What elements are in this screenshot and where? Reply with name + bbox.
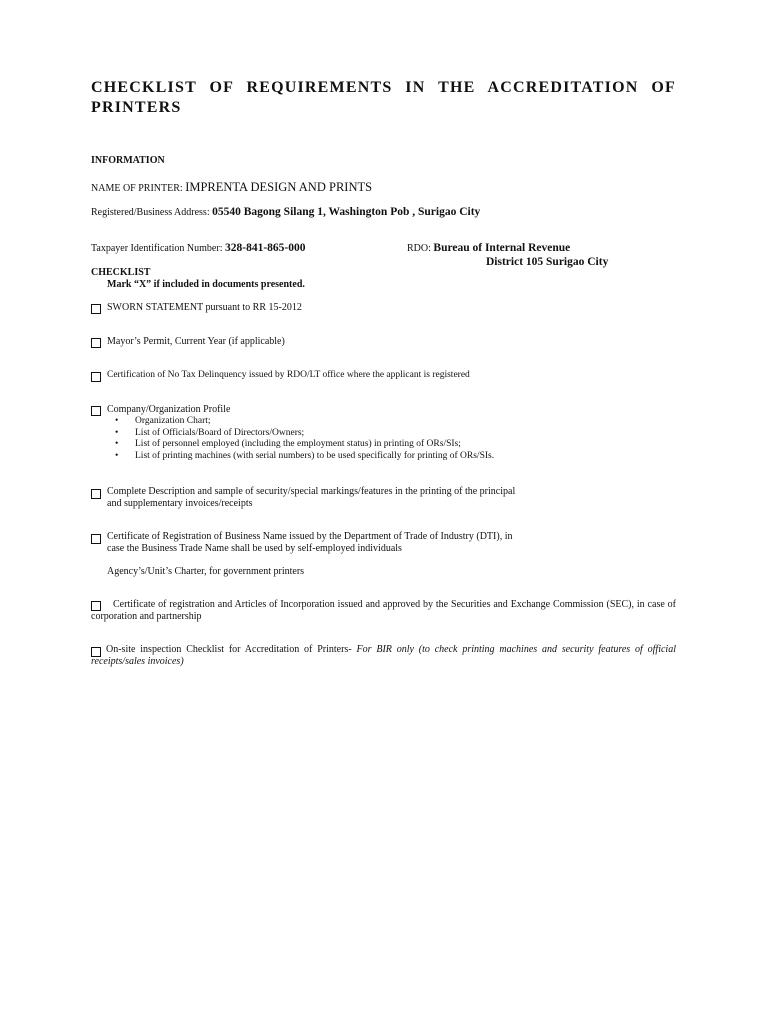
profile-bullet-list [115, 416, 635, 466]
bullet-text: List of Officials/Board of Directors/Owners; [135, 427, 305, 438]
checklist-heading: CHECKLIST [91, 267, 151, 278]
address-value: 05540 Bagong Silang 1, Washington Pob , Surigao City [212, 206, 481, 218]
address-field [91, 206, 480, 218]
item-sec-registration: Certificate of registration and Articles of Incorporation issued and approved by the Securities and Exchange Commission (SEC), in case of corporation and partnership [91, 599, 676, 622]
item-dti-registration-line2: case the Business Trade Name shall be used by self-employed individuals [107, 543, 402, 554]
rdo-field [407, 242, 570, 254]
printer-name-label: NAME OF PRINTER: [91, 183, 186, 194]
document-title: CHECKLIST OF REQUIREMENTS IN THE ACCREDITATION OF PRINTERS [91, 79, 676, 116]
bullet-glyph: • [115, 416, 119, 426]
bullet-glyph: • [115, 439, 119, 450]
checklist-instruction: Mark “X” if included in documents presented. [107, 279, 305, 290]
information-heading: INFORMATION [91, 155, 165, 166]
printer-name-field [91, 180, 372, 195]
item-mayors-permit: Mayor’s Permit, Current Year (if applicable) [107, 336, 285, 347]
onsite-inspection-note: For BIR only (to check printing machines and security features of official receipts/sales invoices) [91, 644, 676, 667]
onsite-inspection-text: On-site inspection Checklist for Accreditation of Printers- [106, 644, 357, 655]
item-sworn-statement: SWORN STATEMENT pursuant to RR 15-2012 [107, 302, 302, 313]
bullet-text: List of personnel employed (including the employment status) in printing of ORs/SIs; [135, 439, 461, 450]
tin-label: Taxpayer Identification Number: [91, 243, 225, 254]
checkbox-mayors-permit[interactable] [91, 338, 101, 348]
bullet-glyph: • [115, 427, 119, 438]
tin-value: 328-841-865-000 [224, 242, 306, 254]
item-no-tax-delinquency: Certification of No Tax Delinquency issued by RDO/LT office where the applicant is registered [107, 370, 470, 380]
checkbox-sworn-statement[interactable] [91, 304, 101, 314]
item-dti-registration-line1: Certificate of Registration of Business Name issued by the Department of Trade of Industry (DTI), in [107, 531, 513, 542]
bullet-glyph: • [115, 450, 119, 461]
rdo-label: RDO: [407, 243, 434, 254]
rdo-value-line1: Bureau of Internal Revenue [433, 242, 571, 254]
item-security-description-line2: and supplementary invoices/receipts [107, 498, 253, 509]
checkbox-security-description[interactable] [91, 489, 101, 499]
item-onsite-inspection [91, 644, 676, 668]
bullet-text: List of printing machines (with serial numbers) to be used specifically for printing of ORs/SIs. [135, 450, 495, 461]
checkbox-no-tax-delinquency[interactable] [91, 372, 101, 382]
item-security-description-line1: Complete Description and sample of security/special markings/features in the printing of the principal [107, 486, 516, 497]
checkbox-dti-registration[interactable] [91, 534, 101, 544]
bullet-text: Organization Chart; [135, 416, 211, 426]
address-label: Registered/Business Address: [91, 207, 213, 218]
item-agency-charter: Agency’s/Unit’s Charter, for government printers [107, 566, 305, 577]
printer-name-value: IMPRENTA DESIGN AND PRINTS [185, 180, 373, 194]
tin-field [91, 242, 305, 254]
rdo-value-line2: District 105 Surigao City [486, 256, 609, 268]
item-company-profile: Company/Organization Profile [107, 404, 231, 415]
checkbox-company-profile[interactable] [91, 406, 101, 416]
